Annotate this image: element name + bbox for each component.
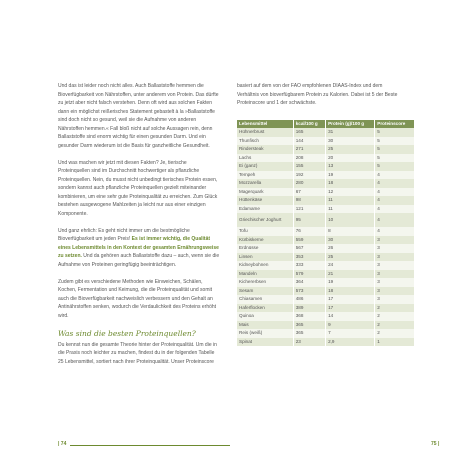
table-cell: 3	[375, 236, 415, 245]
table-row	[237, 213, 415, 227]
table-row	[237, 278, 415, 287]
table-cell: 30	[326, 137, 375, 146]
table-cell: Mandeln	[237, 270, 293, 279]
table-cell: 271	[293, 145, 325, 154]
table-cell: 3	[375, 295, 415, 304]
table-header-row	[237, 120, 415, 129]
table-cell: 76	[293, 227, 325, 236]
table-cell: 3	[375, 270, 415, 279]
table-cell: 1	[375, 338, 415, 347]
table-cell: 98	[293, 196, 325, 205]
table-row	[237, 329, 415, 338]
table-cell: 559	[293, 236, 325, 245]
table-cell: 4	[375, 179, 415, 188]
table-cell: 24	[326, 261, 375, 270]
table-body	[237, 128, 415, 346]
table-cell: 18	[326, 179, 375, 188]
table-cell: 333	[293, 261, 325, 270]
table-row	[237, 227, 415, 236]
table-cell: 2	[375, 304, 415, 313]
table-cell: 2	[375, 329, 415, 338]
paragraph: basiert auf dem von der FAO empfohlenen DIAAS-Index und dem Verhältnis von bioverfügbarem Protein zu Kalorien. Dabei ist 5 der Beste Proteinscore und 1 der schwächste.	[237, 83, 398, 106]
table-cell: Haferflocken	[237, 304, 293, 313]
table-row	[237, 338, 415, 347]
table-cell: 3	[375, 244, 415, 253]
table-cell: 208	[293, 154, 325, 163]
table-cell: 95	[293, 213, 325, 227]
table-row	[237, 312, 415, 321]
paragraph: Du kennst nun die gesamte Theorie hinter der Proteinqualität. Um die in die Praxis noch leichter zu machen, findest du in der folgenden Tabelle 25 Lebensmittel, sortiert nach ihrer Proteinqualität. Unser Proteinscore	[58, 341, 217, 365]
table-row	[237, 196, 415, 205]
table-row	[237, 137, 415, 146]
table-cell: 5	[375, 137, 415, 146]
table-cell: 144	[293, 137, 325, 146]
table-cell: Spinat	[237, 338, 293, 347]
table-cell: 14	[326, 312, 375, 321]
table-cell: 5	[375, 154, 415, 163]
table-cell: 155	[293, 162, 325, 171]
table-cell: 5	[375, 162, 415, 171]
table-cell: 567	[293, 244, 325, 253]
table-cell: 389	[293, 304, 325, 313]
column-header: Lebensmittel	[237, 120, 293, 129]
table-row	[237, 304, 415, 313]
table-cell: 192	[293, 171, 325, 180]
table-cell: Kürbiskerne	[237, 236, 293, 245]
table-cell: 3	[375, 287, 415, 296]
footer-rule	[70, 445, 230, 446]
table-row	[237, 244, 415, 253]
table-row	[237, 236, 415, 245]
table-cell: 579	[293, 270, 325, 279]
table-cell: Magerquark	[237, 188, 293, 197]
table-row	[237, 261, 415, 270]
table-cell: Ei (ganz)	[237, 162, 293, 171]
paragraph: Und das ist leider noch nicht alles. Auch Ballaststoffe hemmen die Bioverfügbarkeit von Nährstoffen, unter anderem von Protein. Das dürfte zu jetzt aber nicht falsch verstehen. Denn oft wird aus solchen Fakten dann ein möglichst reißerisches Statement gebastelt à la »Ballaststoffe sind doch nicht so gesund, weil sie die Aufnahme von anderen Nährstoffen hemmen.« Fall bloß nicht auf solche Aussagen rein, denn Ballaststoffe sind enorm wichtig für einen gesunden Darm. Und ein gesunder Darm wiederum ist die Basis für ganzheitliche Gesundheit.	[58, 83, 219, 149]
table-cell: 573	[293, 287, 325, 296]
table-cell: 31	[326, 128, 375, 137]
table-cell: Reis (weiß)	[237, 329, 293, 338]
table-cell: Mais	[237, 321, 293, 330]
page-number-right: 75 |	[431, 441, 440, 447]
table-row	[237, 145, 415, 154]
right-text-column	[237, 82, 406, 346]
table-cell: 2	[375, 321, 415, 330]
protein-table	[237, 120, 415, 347]
table-cell: 25	[326, 253, 375, 262]
paragraph-text: Und da gehören auch Ballaststoffe dazu – auch, wenn sie die Aufnahme von Proteinen geringfügig beeinträchtigen.	[58, 253, 220, 268]
table-cell: 486	[293, 295, 325, 304]
table-cell: 17	[326, 304, 375, 313]
table-cell: 17	[326, 295, 375, 304]
table-row	[237, 154, 415, 163]
table-cell: Tempeh	[237, 171, 293, 180]
table-cell: 3	[375, 253, 415, 262]
table-cell: 365	[293, 321, 325, 330]
table-cell: Thunfisch	[237, 137, 293, 146]
table-row	[237, 171, 415, 180]
table-cell: 165	[293, 128, 325, 137]
table-cell: 4	[375, 171, 415, 180]
table-cell: 5	[375, 145, 415, 154]
table-cell: 365	[293, 329, 325, 338]
paragraph-text: Und ganz ehrlich: Es geht nicht immer um die bestmögliche Bioverfügbarkeit um jeden Preis!	[58, 227, 190, 242]
table-cell: 20	[326, 154, 375, 163]
table-cell: Lachs	[237, 154, 293, 163]
table-cell: 3	[375, 278, 415, 287]
table-cell: 10	[326, 213, 375, 227]
table-cell: 4	[375, 205, 415, 214]
column-header: Proteinscore	[375, 120, 415, 129]
table-cell: Chiasamen	[237, 295, 293, 304]
paragraph: Zudem gibt es verschiedene Methoden wie Einweichen, Schälen, Kochen, Fermentation und Keimung, die die Proteinqualität und somit auch die Bioverfügbarkeit nachweislich verbessern und den Gehalt an Antinährstoffen senken, wodurch die Verdaulichkeit des Proteins erhöht wird.	[58, 278, 217, 319]
table-cell: 30	[326, 236, 375, 245]
table-cell: Sesam	[237, 287, 293, 296]
table-cell: Hüttenkäse	[237, 196, 293, 205]
table-cell: 368	[293, 312, 325, 321]
table-cell: Rindersteak	[237, 145, 293, 154]
table-row	[237, 321, 415, 330]
table-cell: Tofu	[237, 227, 293, 236]
table-row	[237, 270, 415, 279]
table-row	[237, 188, 415, 197]
table-cell: Kidneybohnen	[237, 261, 293, 270]
table-cell: 13	[326, 162, 375, 171]
table-cell: 5	[375, 128, 415, 137]
table-cell: Hühnerbrust	[237, 128, 293, 137]
column-header: Protein (g)/100 g	[326, 120, 375, 129]
table-cell: 4	[375, 196, 415, 205]
table-cell: 21	[326, 270, 375, 279]
table-cell: Mozzarella	[237, 179, 293, 188]
table-cell: Edamame	[237, 205, 293, 214]
column-header: kcal/100 g	[293, 120, 325, 129]
table-cell: 8	[326, 227, 375, 236]
table-cell: 9	[326, 321, 375, 330]
table-cell: 19	[326, 171, 375, 180]
table-cell: 364	[293, 278, 325, 287]
table-cell: 25	[326, 145, 375, 154]
right-page	[229, 0, 458, 458]
table-cell: 23	[293, 338, 325, 347]
table-cell: 353	[293, 253, 325, 262]
table-cell: 11	[326, 205, 375, 214]
table-cell: Erdnüsse	[237, 244, 293, 253]
table-cell: Quinoa	[237, 312, 293, 321]
table-cell: Linsen	[237, 253, 293, 262]
table-cell: 2,9	[326, 338, 375, 347]
table-row	[237, 287, 415, 296]
table-row	[237, 295, 415, 304]
table-cell: 3	[375, 261, 415, 270]
page-number-left: | 74	[58, 441, 67, 447]
table-cell: 19	[326, 278, 375, 287]
paragraph: Und was machen wir jetzt mit diesen Fakten? Je, tierische Proteinquellen sind im Durchschnitt hochwertiger als pflanzliche Proteinquellen. Nein, du musst nicht unbedingt tierisches Protein essen, sondern kannst auch pflanzliche Proteinquellen gezielt miteinander kombinieren, um eine sehr gute Proteinqualität zu erreichen. Zum Glück bestehen ausgewogene Mahlzeiten ja leicht nur aus einer einzigen Komponente.	[58, 159, 218, 217]
table-cell: Griechischer Joghurt	[237, 213, 293, 227]
table-cell: 7	[326, 329, 375, 338]
table-cell: 4	[375, 213, 415, 227]
table-cell: 11	[326, 196, 375, 205]
table-cell: 26	[326, 244, 375, 253]
table-cell: 121	[293, 205, 325, 214]
table-cell: 4	[375, 188, 415, 197]
table-cell: 280	[293, 179, 325, 188]
table-row	[237, 253, 415, 262]
table-cell: 12	[326, 188, 375, 197]
table-cell: 4	[375, 227, 415, 236]
table-cell: 18	[326, 287, 375, 296]
section-heading: Was sind die besten Proteinquellen?	[58, 328, 196, 338]
table-cell: Kichererbsen	[237, 278, 293, 287]
table-cell: 2	[375, 312, 415, 321]
table-row	[237, 205, 415, 214]
table-row	[237, 162, 415, 171]
left-text-column	[58, 82, 220, 375]
table-row	[237, 179, 415, 188]
table-row	[237, 128, 415, 137]
paragraph	[58, 227, 220, 270]
highlighted-statement: Es ist immer wichtig, die Qualität eines Lebensmittels in den Kontext der gesamten Ernährungsweise zu setzen.	[58, 236, 219, 259]
table-cell: 67	[293, 188, 325, 197]
